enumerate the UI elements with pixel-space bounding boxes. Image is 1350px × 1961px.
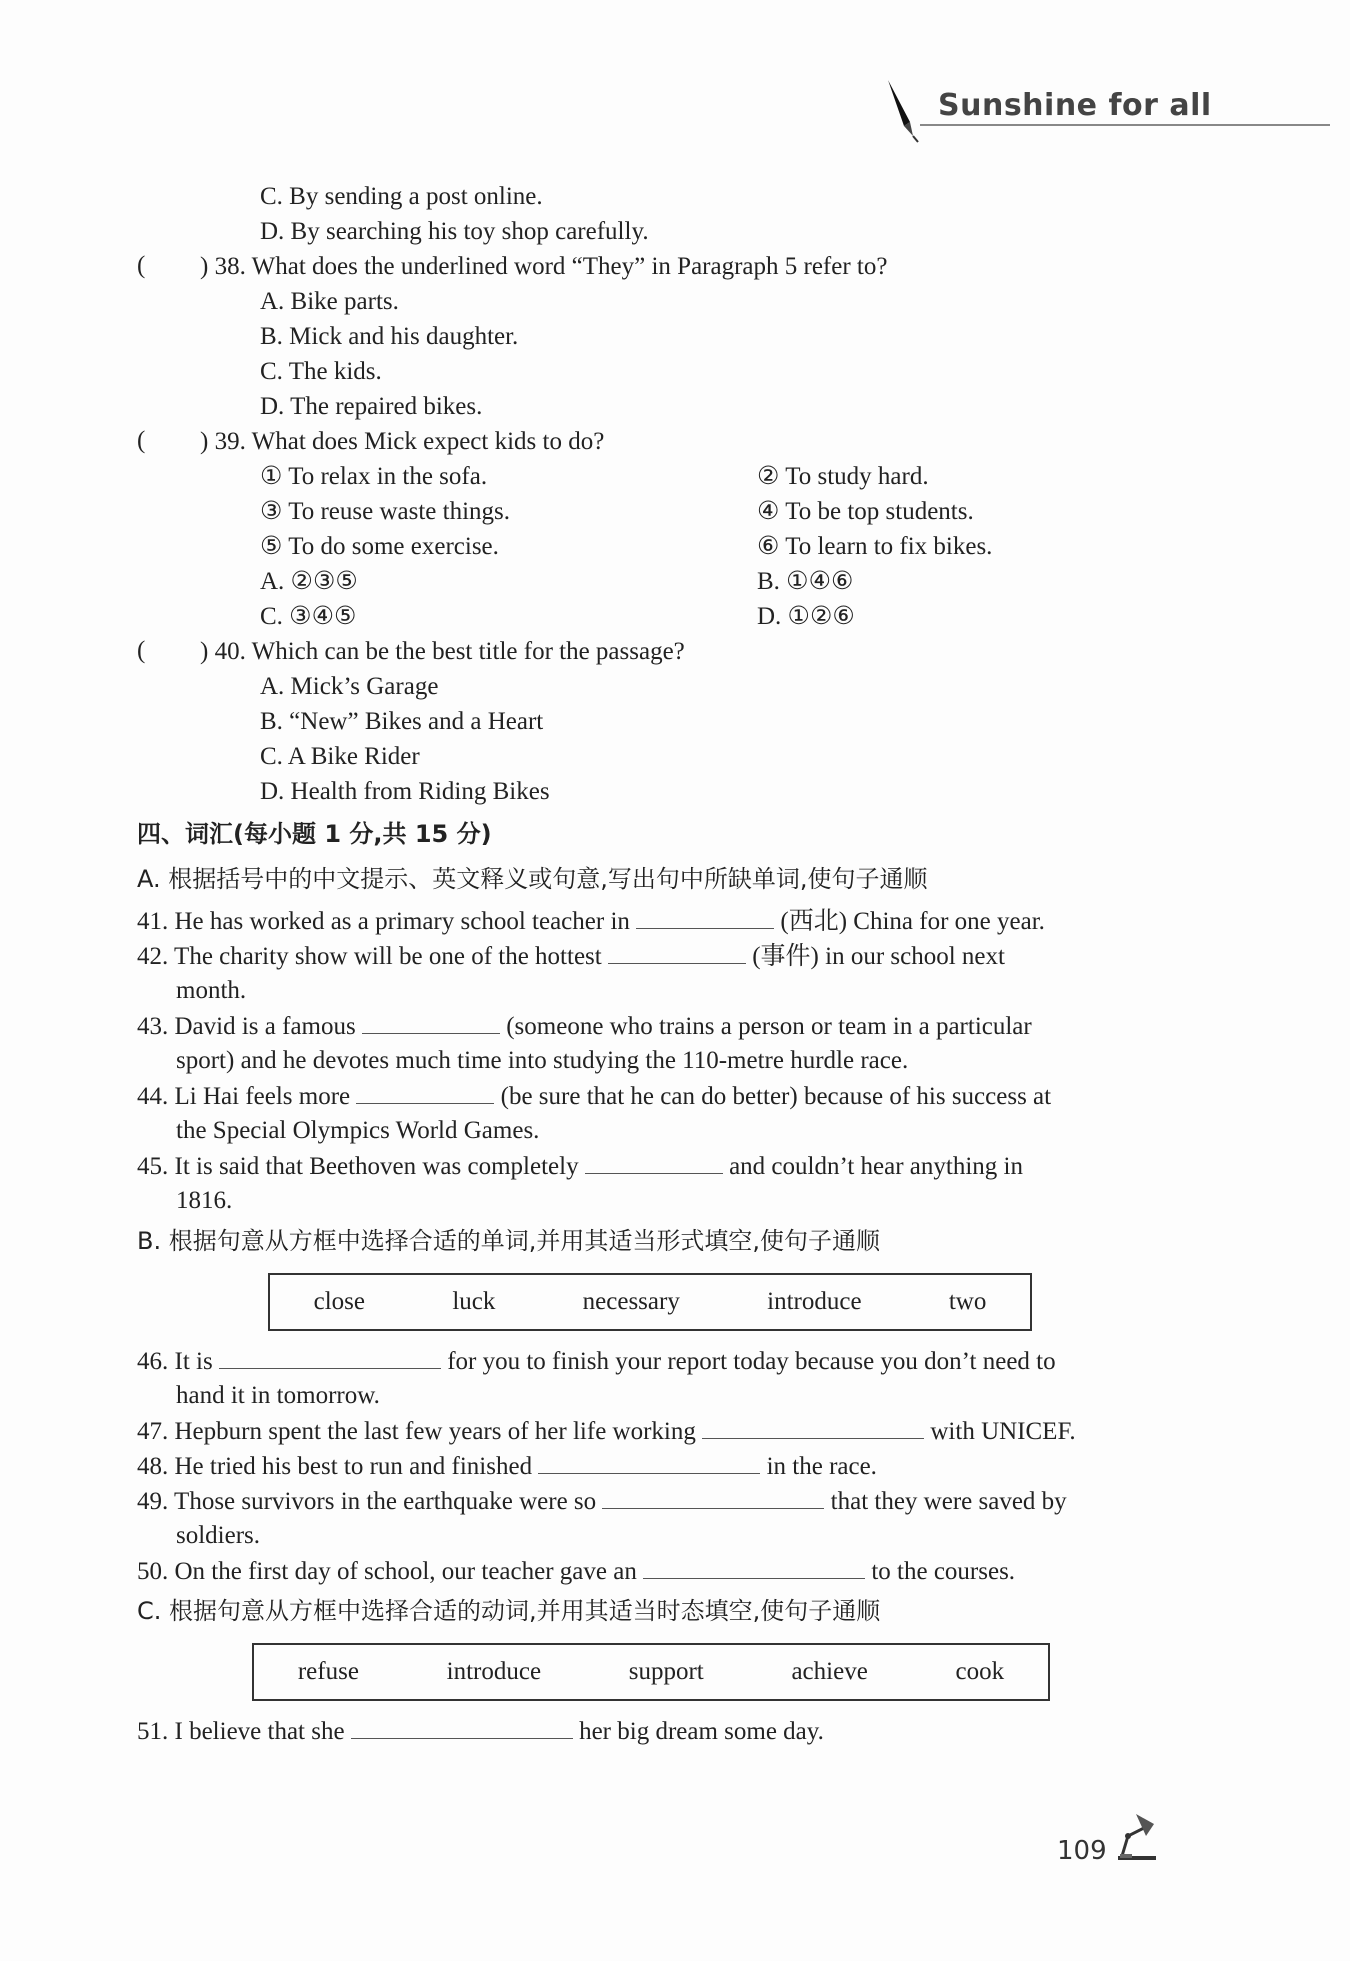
q46-blank[interactable] <box>219 1346 441 1369</box>
desk-lamp-icon <box>1106 1806 1166 1864</box>
word-box-b-item: introduce <box>767 1288 862 1315</box>
q39-question: ) 39. What does Mick expect kids to do? <box>200 428 605 455</box>
q45-text-b: and couldn’t hear anything in <box>729 1153 1023 1180</box>
q47-blank[interactable] <box>702 1416 924 1439</box>
word-box-c-item: cook <box>955 1658 1005 1685</box>
q38-option-a: A. Bike parts. <box>260 288 399 315</box>
q51-blank[interactable] <box>351 1716 573 1739</box>
q48-blank[interactable] <box>538 1451 760 1474</box>
q39-option-a: A. ②③⑤ <box>260 568 358 595</box>
word-box-c <box>252 1643 1050 1701</box>
q50-blank[interactable] <box>643 1556 865 1579</box>
q42-text-a: 42. The charity show will be one of the hottest <box>137 943 602 970</box>
part-c-instruction: C. 根据句意从方框中选择合适的动词,并用其适当时态填空,使句子通顺 <box>137 1597 881 1625</box>
q48-text-a: 48. He tried his best to run and finished <box>137 1453 533 1480</box>
word-box-b-item: necessary <box>582 1288 680 1315</box>
q38-paren: ( <box>137 252 146 279</box>
word-box-c-item: introduce <box>446 1658 542 1685</box>
word-box-c-item: achieve <box>791 1658 868 1685</box>
q49-blank[interactable] <box>602 1486 824 1509</box>
q39-option-b: B. ①④⑥ <box>757 568 854 595</box>
q50-text-a: 50. On the first day of school, our teacher gave an <box>137 1558 637 1585</box>
section-4-title: 四、词汇(每小题 1 分,共 15 分) <box>137 820 492 848</box>
q40-paren: ( <box>137 637 146 664</box>
q44-blank[interactable] <box>356 1081 494 1104</box>
q48 <box>137 1451 877 1482</box>
word-box-b-item: two <box>948 1288 987 1315</box>
q45 <box>137 1151 1023 1182</box>
q44-cont: the Special Olympics World Games. <box>176 1117 540 1144</box>
q39-option-d: D. ①②⑥ <box>757 603 855 630</box>
word-box-b-item: close <box>313 1288 366 1315</box>
q40-option-a: A. Mick’s Garage <box>260 673 439 700</box>
q47-text-a: 47. Hepburn spent the last few years of her life working <box>137 1418 696 1445</box>
q43-blank[interactable] <box>362 1011 500 1034</box>
page-header <box>880 78 1330 138</box>
part-a-instruction: A. 根据括号中的中文提示、英文释义或句意,写出句中所缺单词,使句子通顺 <box>137 865 928 893</box>
q38-option-c: C. The kids. <box>260 358 382 385</box>
q38-question: ) 38. What does the underlined word “They” in Paragraph 5 refer to? <box>200 253 888 280</box>
q45-blank[interactable] <box>585 1151 723 1174</box>
q39-item-1: ① To relax in the sofa. <box>260 463 488 490</box>
q45-cont: 1816. <box>176 1187 233 1214</box>
q39-option-c: C. ③④⑤ <box>260 603 357 630</box>
q42-blank[interactable] <box>608 941 746 964</box>
q48-text-b: in the race. <box>766 1453 877 1480</box>
header-rule <box>920 124 1330 126</box>
q39-item-5: ⑤ To do some exercise. <box>260 533 499 560</box>
word-box-b <box>268 1273 1032 1331</box>
q40-question: ) 40. Which can be the best title for the passage? <box>200 638 685 665</box>
q43-text-b: (someone who trains a person or team in a particular <box>506 1013 1032 1040</box>
q50-text-b: to the courses. <box>871 1558 1016 1585</box>
q41-text-b: (西北) China for one year. <box>780 908 1045 935</box>
q46-text-b: for you to finish your report today because you don’t need to <box>447 1348 1056 1375</box>
page-number: 109 <box>1057 1836 1107 1866</box>
q39-paren: ( <box>137 427 146 454</box>
q43-text-a: 43. David is a famous <box>137 1013 356 1040</box>
q37-option-d: D. By searching his toy shop carefully. <box>260 218 649 245</box>
q40-option-d: D. Health from Riding Bikes <box>260 778 550 805</box>
q38-option-d: D. The repaired bikes. <box>260 393 483 420</box>
word-box-b-item: luck <box>452 1288 496 1315</box>
q43-cont: sport) and he devotes much time into studying the 110-metre hurdle race. <box>176 1047 909 1074</box>
q40-option-c: C. A Bike Rider <box>260 743 420 770</box>
q39-item-3: ③ To reuse waste things. <box>260 498 511 525</box>
q51-text-b: her big dream some day. <box>579 1718 824 1745</box>
pen-icon <box>880 78 940 144</box>
q49-text-b: that they were saved by <box>830 1488 1067 1515</box>
q45-text-a: 45. It is said that Beethoven was completely <box>137 1153 579 1180</box>
header-title: Sunshine for all <box>938 88 1212 123</box>
q46-text-a: 46. It is <box>137 1348 213 1375</box>
q44-text-a: 44. Li Hai feels more <box>137 1083 351 1110</box>
q47-text-b: with UNICEF. <box>930 1418 1076 1445</box>
q51 <box>137 1716 824 1747</box>
q44-text-b: (be sure that he can do better) because of his success at <box>500 1083 1052 1110</box>
word-box-c-item: support <box>628 1658 704 1685</box>
q42 <box>137 941 1005 972</box>
q44 <box>137 1081 1051 1112</box>
q41-blank[interactable] <box>636 906 774 929</box>
q43 <box>137 1011 1032 1042</box>
q39-item-2: ② To study hard. <box>757 463 929 490</box>
q41 <box>137 906 1045 937</box>
q42-cont: month. <box>176 977 247 1004</box>
q50 <box>137 1556 1015 1587</box>
q37-option-c: C. By sending a post online. <box>260 183 543 210</box>
word-box-c-item: refuse <box>297 1658 359 1685</box>
q42-text-b: (事件) in our school next <box>752 943 1005 970</box>
q39-item-4: ④ To be top students. <box>757 498 974 525</box>
q39-item-6: ⑥ To learn to fix bikes. <box>757 533 993 560</box>
q47 <box>137 1416 1076 1447</box>
q49-cont: soldiers. <box>176 1522 261 1549</box>
q40-option-b: B. “New” Bikes and a Heart <box>260 708 544 735</box>
q51-text-a: 51. I believe that she <box>137 1718 345 1745</box>
q46-cont: hand it in tomorrow. <box>176 1382 380 1409</box>
q46 <box>137 1346 1056 1377</box>
part-b-instruction: B. 根据句意从方框中选择合适的单词,并用其适当形式填空,使句子通顺 <box>137 1227 880 1255</box>
q38-option-b: B. Mick and his daughter. <box>260 323 519 350</box>
q49-text-a: 49. Those survivors in the earthquake were so <box>137 1488 597 1515</box>
q41-text-a: 41. He has worked as a primary school teacher in <box>137 908 630 935</box>
q49 <box>137 1486 1067 1517</box>
